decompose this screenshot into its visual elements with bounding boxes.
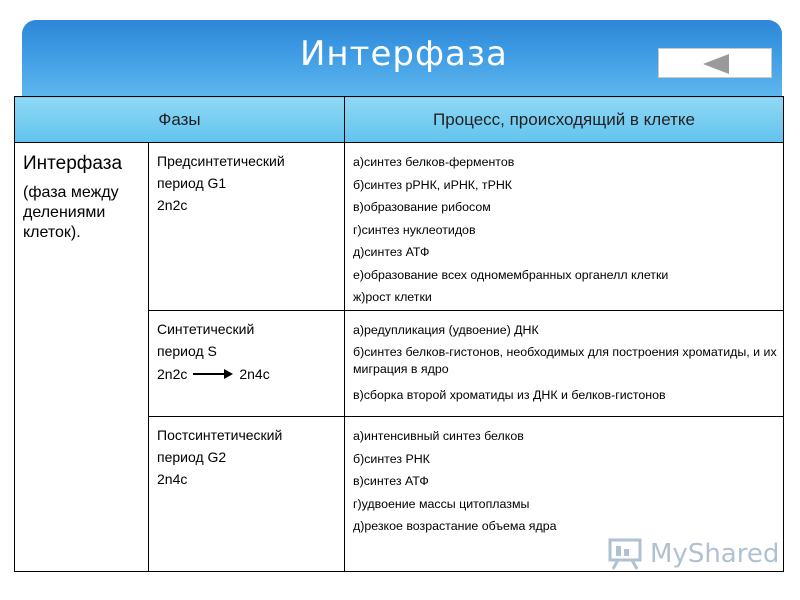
period-g1-cell <box>149 143 345 311</box>
interphase-cell <box>15 143 149 572</box>
header-process: Процесс, происходящий в клетке <box>345 97 784 143</box>
period-g2-label: период G2 <box>157 449 227 465</box>
list-item: в)синтез АТФ <box>353 474 429 488</box>
list-item: а)синтез белков-ферментов <box>353 155 515 169</box>
period-s-name: Синтетический <box>157 321 255 337</box>
list-item: в)образование рибосом <box>353 200 491 214</box>
process-g2-list <box>353 425 777 538</box>
period-s-label: период S <box>157 343 217 359</box>
list-item: д)резкое возрастание объема ядра <box>353 519 557 533</box>
period-g2-formula: 2n4c <box>157 471 188 487</box>
interphase-name: Интерфаза <box>23 153 123 174</box>
list-item: д)синтез АТФ <box>353 245 430 259</box>
list-item: г)удвоение массы цитоплазмы <box>353 496 530 511</box>
formula-from: 2n2c <box>157 366 188 382</box>
process-g1-cell <box>345 143 784 311</box>
phases-table <box>14 96 784 572</box>
list-item: б)синтез белков-гистонов, необходимых для построения хроматиды, и их миграция в ядро <box>353 344 777 376</box>
period-s-formula <box>157 364 338 384</box>
period-g1-name: Предсинтетический <box>157 153 285 169</box>
list-item: г)синтез нуклеотидов <box>353 222 476 237</box>
slide-title: Интерфаза <box>300 34 508 74</box>
process-s-list <box>353 319 777 406</box>
list-item: в)сборка второй хроматиды из ДНК и белков-гистонов <box>353 387 666 402</box>
presentation-board-icon <box>608 537 646 571</box>
list-item: ж)рост клетки <box>353 290 432 304</box>
triangle-left-icon <box>703 54 729 74</box>
period-g1-formula: 2n2c <box>157 197 188 213</box>
header-phases: Фазы <box>15 97 345 143</box>
watermark <box>608 534 780 574</box>
period-g2-cell <box>149 417 345 572</box>
list-item: б)синтез рРНК, иРНК, тРНК <box>353 177 513 192</box>
process-s-cell <box>345 311 784 417</box>
interphase-note: (фаза между делениями клеток). <box>23 184 119 241</box>
period-g1-label: период G1 <box>157 175 227 191</box>
table-row-g1 <box>15 143 784 311</box>
back-button[interactable] <box>658 48 772 78</box>
process-g1-list <box>353 151 777 309</box>
list-item: а)интенсивный синтез белков <box>353 429 524 443</box>
arrow-right-icon <box>193 368 233 380</box>
list-item: б)синтез РНК <box>353 451 430 466</box>
period-s-cell <box>149 311 345 417</box>
list-item: е)образование всех одномембранных органелл клетки <box>353 267 669 282</box>
watermark-text: MyShared <box>650 539 780 569</box>
formula-to: 2n4c <box>239 366 270 382</box>
table-header-row <box>15 97 784 143</box>
list-item: а)редупликация (удвоение) ДНК <box>353 323 539 337</box>
period-g2-name: Постсинтетический <box>157 427 283 443</box>
